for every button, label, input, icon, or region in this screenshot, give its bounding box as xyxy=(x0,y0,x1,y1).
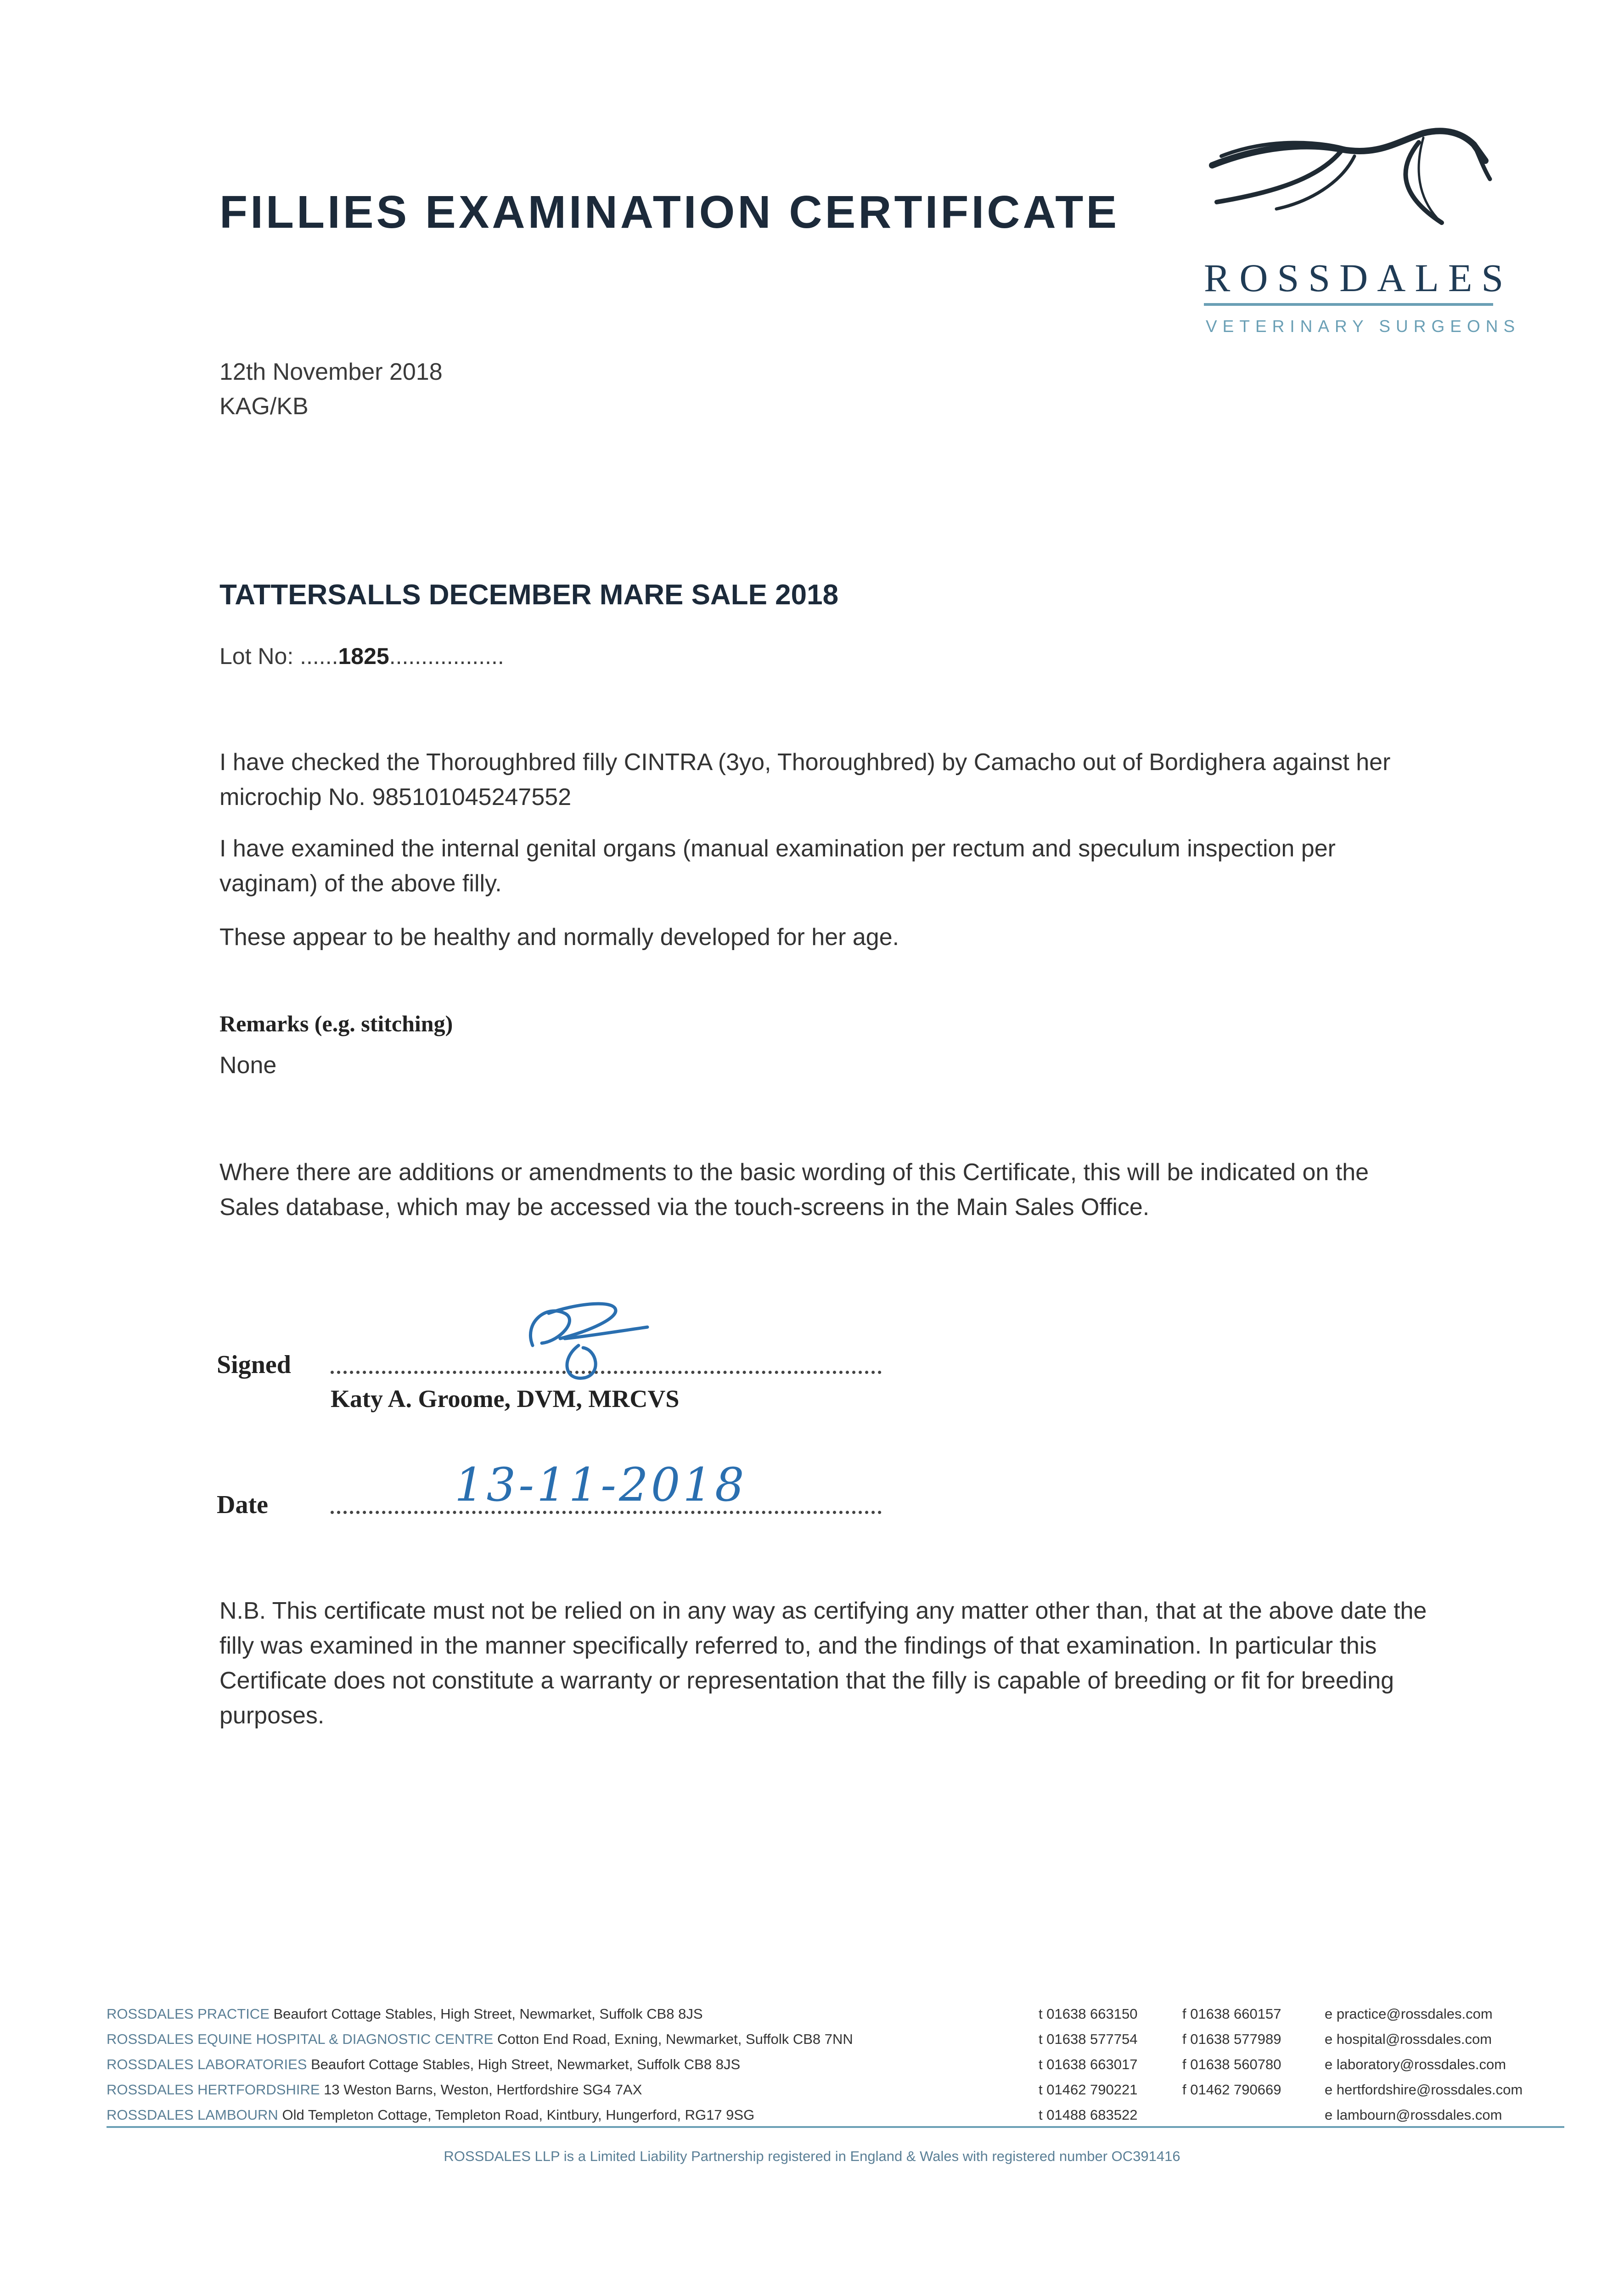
footer-laboratories-address: ROSSDALES LABORATORIES Beaufort Cottage Stables, High Street, Newmarket, Suffolk CB8 8JS xyxy=(107,2056,741,2072)
footer-divider xyxy=(107,2126,1564,2128)
remarks-value: None xyxy=(219,1052,277,1079)
signed-label: Signed xyxy=(217,1351,291,1379)
footer-practice-tel: t 01638 663150 xyxy=(1039,2006,1138,2022)
footer-lambourn-email[interactable]: e lambourn@rossdales.com xyxy=(1325,2107,1502,2123)
footer-hospital-fax: f 01638 577989 xyxy=(1182,2031,1281,2047)
paragraph-amendments: Where there are additions or amendments to the basic wording of this Certificate, this will be indicated on the Sales database, which may be accessed via the touch-screens in the Main Sales Office. xyxy=(219,1159,1369,1221)
reference-code: KAG/KB xyxy=(219,393,309,420)
sale-title: TATTERSALLS DECEMBER MARE SALE 2018 xyxy=(219,579,839,611)
footer-hospital-name: ROSSDALES EQUINE HOSPITAL & DIAGNOSTIC CENTRE xyxy=(107,2031,494,2047)
nb-disclaimer: N.B. This certificate must not be relied on in any way as certifying any matter other than, that at the above date the filly was examined in the manner specifically referred to, and the findings of that examination. In particular this Certificate does not constitute a warranty or representation that the filly is capable of breeding or fit for breeding purposes. xyxy=(219,1598,1427,1729)
footer-laboratories-tel: t 01638 663017 xyxy=(1039,2056,1138,2072)
footer-hertfordshire-address: ROSSDALES HERTFORDSHIRE 13 Weston Barns, Weston, Hertfordshire SG4 7AX xyxy=(107,2082,642,2098)
footer-practice-address: ROSSDALES PRACTICE Beaufort Cottage Stables, High Street, Newmarket, Suffolk CB8 8JS xyxy=(107,2006,703,2022)
footer-laboratories-fax: f 01638 560780 xyxy=(1182,2056,1281,2072)
footer-lambourn-tel: t 01488 683522 xyxy=(1039,2107,1138,2123)
letter-date: 12th November 2018 xyxy=(219,359,443,385)
lot-label: Lot No: xyxy=(219,643,294,669)
footer-practice-fax: f 01638 660157 xyxy=(1182,2006,1281,2022)
footer-hospital-address: ROSSDALES EQUINE HOSPITAL & DIAGNOSTIC CENTRE Cotton End Road, Exning, Newmarket, Suffolk CB8 7NN xyxy=(107,2031,853,2047)
lot-line xyxy=(219,643,504,670)
brand-subtitle: VETERINARY SURGEONS xyxy=(1206,317,1521,336)
brand-name: ROSSDALES xyxy=(1204,256,1513,300)
footer-laboratories-email[interactable]: e laboratory@rossdales.com xyxy=(1325,2056,1506,2072)
date-label: Date xyxy=(217,1491,268,1519)
brand-divider xyxy=(1204,303,1493,306)
footer-hospital-tel: t 01638 577754 xyxy=(1039,2031,1138,2047)
certificate-title: FILLIES EXAMINATION CERTIFICATE xyxy=(219,186,1120,238)
footer-hospital-email[interactable]: e hospital@rossdales.com xyxy=(1325,2031,1492,2047)
handwritten-signature xyxy=(505,1295,657,1391)
footer-hertfordshire-email[interactable]: e hertfordshire@rossdales.com xyxy=(1325,2082,1523,2098)
signer-name: Katy A. Groome, DVM, MRCVS xyxy=(331,1385,680,1412)
footer-hertfordshire-name: ROSSDALES HERTFORDSHIRE xyxy=(107,2082,320,2098)
footer-hertfordshire-fax: f 01462 790669 xyxy=(1182,2082,1281,2098)
footer-llp-notice: ROSSDALES LLP is a Limited Liability Partnership registered in England & Wales with registered number OC391416 xyxy=(444,2148,1180,2164)
lot-prefix-dots: ...... xyxy=(300,643,338,669)
paragraph-microchip: I have checked the Thoroughbred filly CINTRA (3yo, Thoroughbred) by Camacho out of Bordighera against her microchip No. 985101045247552 xyxy=(219,749,1391,810)
horse-logo-icon xyxy=(1203,124,1506,344)
footer-lambourn-name: ROSSDALES LAMBOURN xyxy=(107,2107,278,2123)
lot-number: 1825 xyxy=(338,643,389,669)
paragraph-examination: I have examined the internal genital organs (manual examination per rectum and speculum inspection per vaginam) of the above filly. xyxy=(219,835,1336,897)
footer-practice-email[interactable]: e practice@rossdales.com xyxy=(1325,2006,1493,2022)
footer-laboratories-name: ROSSDALES LABORATORIES xyxy=(107,2056,307,2072)
handwritten-date: 13-11-2018 xyxy=(455,1458,747,1512)
footer-hertfordshire-tel: t 01462 790221 xyxy=(1039,2082,1138,2098)
footer-practice-name: ROSSDALES PRACTICE xyxy=(107,2006,270,2022)
paragraph-findings: These appear to be healthy and normally developed for her age. xyxy=(219,924,899,951)
remarks-label: Remarks (e.g. stitching) xyxy=(219,1011,453,1036)
footer-lambourn-address: ROSSDALES LAMBOURN Old Templeton Cottage, Templeton Road, Kintbury, Hungerford, RG17 9SG xyxy=(107,2107,755,2123)
lot-suffix-dots: .................. xyxy=(389,643,504,669)
